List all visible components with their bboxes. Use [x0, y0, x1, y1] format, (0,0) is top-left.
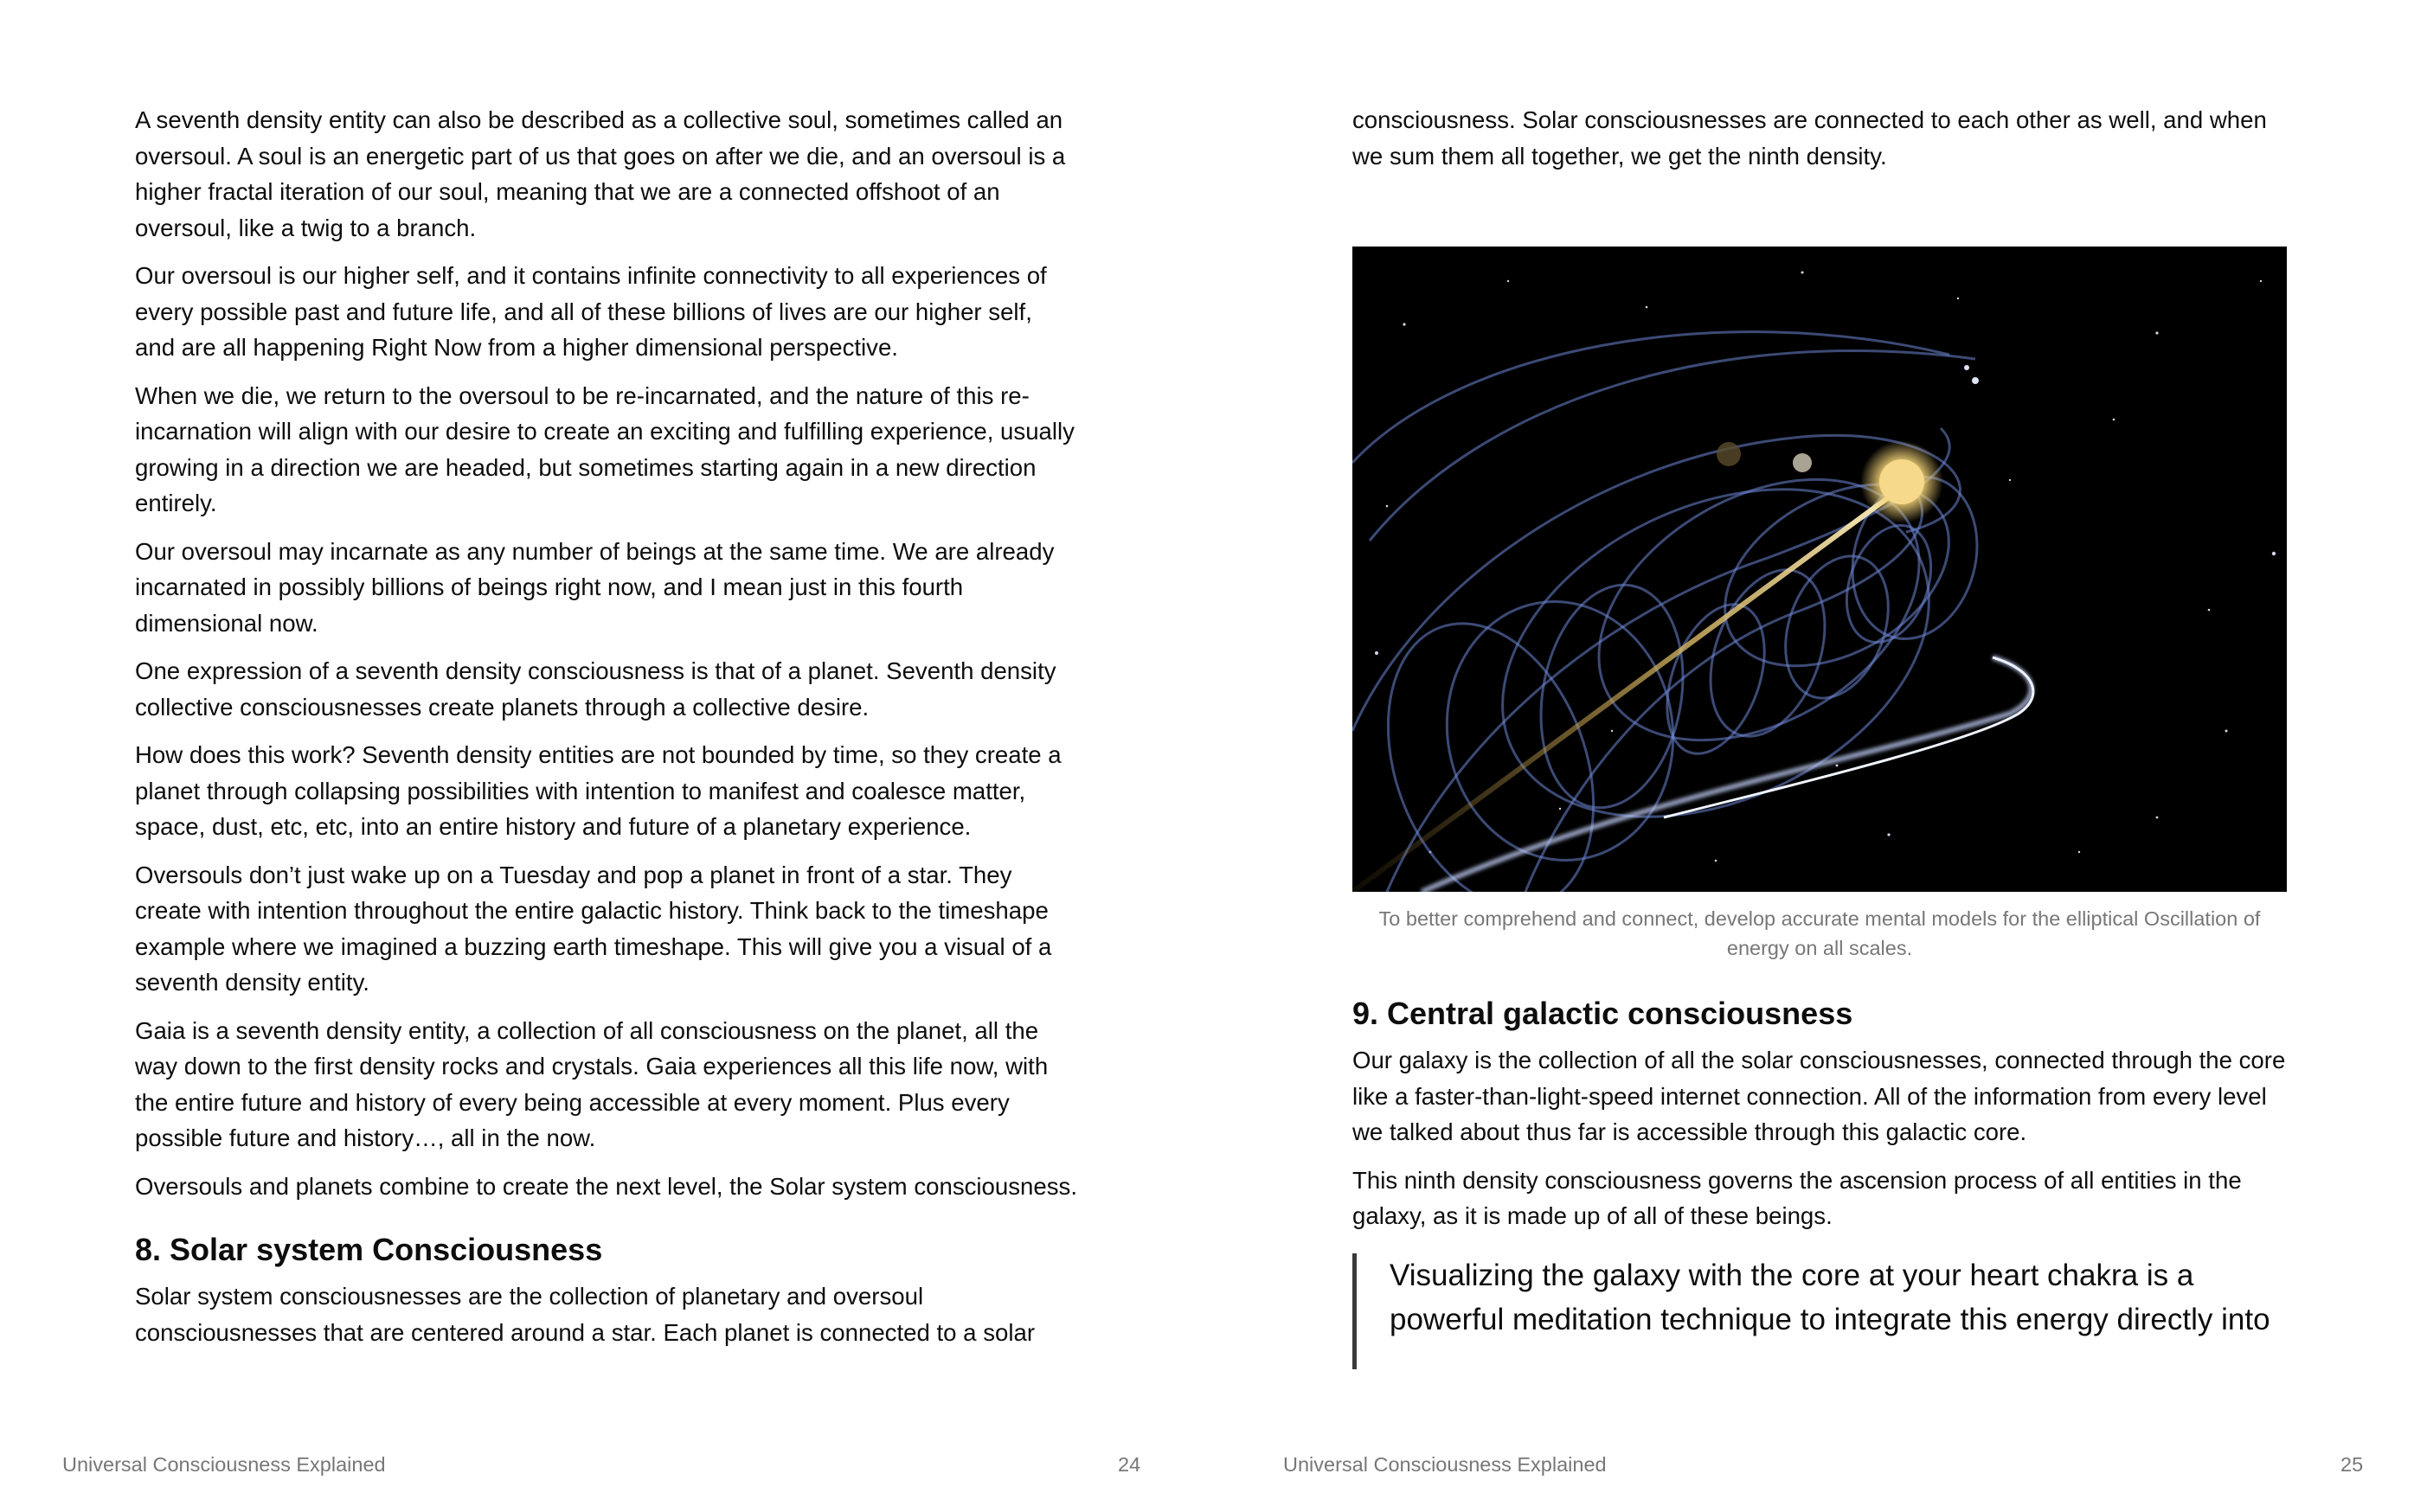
body-paragraph: Our oversoul is our higher self, and it contains infinite connectivity to all experiences of every possible past and future life, and all of these billions of lives are our higher self, and are all happening Right Now from a higher dimensional perspective.: [135, 262, 1047, 361]
body-paragraph: A seventh density entity can also be described as a collective soul, sometimes called an oversoul. A soul is an energetic part of us that goes on after we die, and an oversoul is a higher fractal iteration of our soul, meaning that we are a connected offshoot of an oversoul, like a twig to a branch.: [135, 106, 1066, 241]
body-paragraph: Oversouls and planets combine to create the next level, the Solar system consciousness.: [135, 1172, 1077, 1200]
body-paragraph: Oversouls don’t just wake up on a Tuesday and pop a planet in front of a star. They create with intention throughout the entire galactic history. Think back to the timeshape example where we imagined a buzzing earth timeshape. This will give you a visual of a seventh density entity.: [135, 861, 1052, 996]
page-number: 24: [1118, 1453, 1141, 1476]
body-paragraph: Our oversoul may incarnate as any number of beings at the same time. We are already incarnated in possibly billions of beings right now, and I mean just in this fourth dimensional now.: [135, 537, 1055, 637]
body-paragraph: Gaia is a seventh density entity, a collection of all consciousness on the planet, all the way down to the first density rocks and crystals. Gaia experiences all this life now, with the entire future and history of every being accessible at every moment. Plus every possible future and history…, all in the now.: [135, 1016, 1049, 1151]
pull-quote-text: Visualizing the galaxy with the core at your heart chakra is a powerful meditation technique to integrate this energy directly into: [1390, 1258, 2270, 1336]
figure-caption: To better comprehend and connect, develop accurate mental models for the elliptical Oscillation of energy on all scales.: [1378, 907, 2261, 959]
body-paragraph: Solar system consciousnesses are the collection of planetary and oversoul consciousnesses that are centered around a star. Each planet is connected to a solar: [135, 1283, 1036, 1346]
section-heading: 9. Central galactic consciousness: [1352, 996, 1853, 1031]
page-number: 25: [2340, 1453, 2364, 1476]
body-paragraph: One expression of a seventh density consciousness is that of a planet. Seventh density collective consciousnesses create planets through a collective desire.: [135, 657, 1056, 721]
body-paragraph: consciousness. Solar consciousnesses are connected to each other as well, and when we sum them all together, we get the ninth density.: [1352, 106, 2267, 170]
section-heading: 8. Solar system Consciousness: [135, 1232, 603, 1267]
right-page: [1207, 0, 2414, 1512]
running-footer-title: Universal Consciousness Explained: [62, 1453, 386, 1476]
figure: [1352, 247, 2287, 963]
pull-quote: [1352, 1253, 2287, 1369]
running-footer-title: Universal Consciousness Explained: [1283, 1453, 1607, 1476]
body-paragraph: Our galaxy is the collection of all the solar consciousnesses, connected through the core like a faster-than-light-speed internet connection. All of the information from every level we talked about thus far is accessible through this galactic core.: [1352, 1047, 2286, 1145]
body-paragraph: When we die, we return to the oversoul to be re-incarnated, and the nature of this re-incarnation will align with our desire to create an exciting and fulfilling experience, usually growing in a direction we are headed, but sometimes starting again in a new direction entirely.: [135, 381, 1075, 516]
body-paragraph: This ninth density consciousness governs the ascension process of all entities in the galaxy, as it is made up of all of these beings.: [1352, 1166, 2242, 1229]
right-text-column: [1352, 102, 2287, 1369]
left-text-column: [135, 102, 1078, 1362]
solar-system-orbits-image: [1352, 247, 2287, 892]
body-paragraph: How does this work? Seventh density entities are not bounded by time, so they create a planet through collapsing possibilities with intention to manifest and coalesce matter, space, dust, etc, etc, into an entire history and future of a planetary experience.: [135, 741, 1062, 840]
